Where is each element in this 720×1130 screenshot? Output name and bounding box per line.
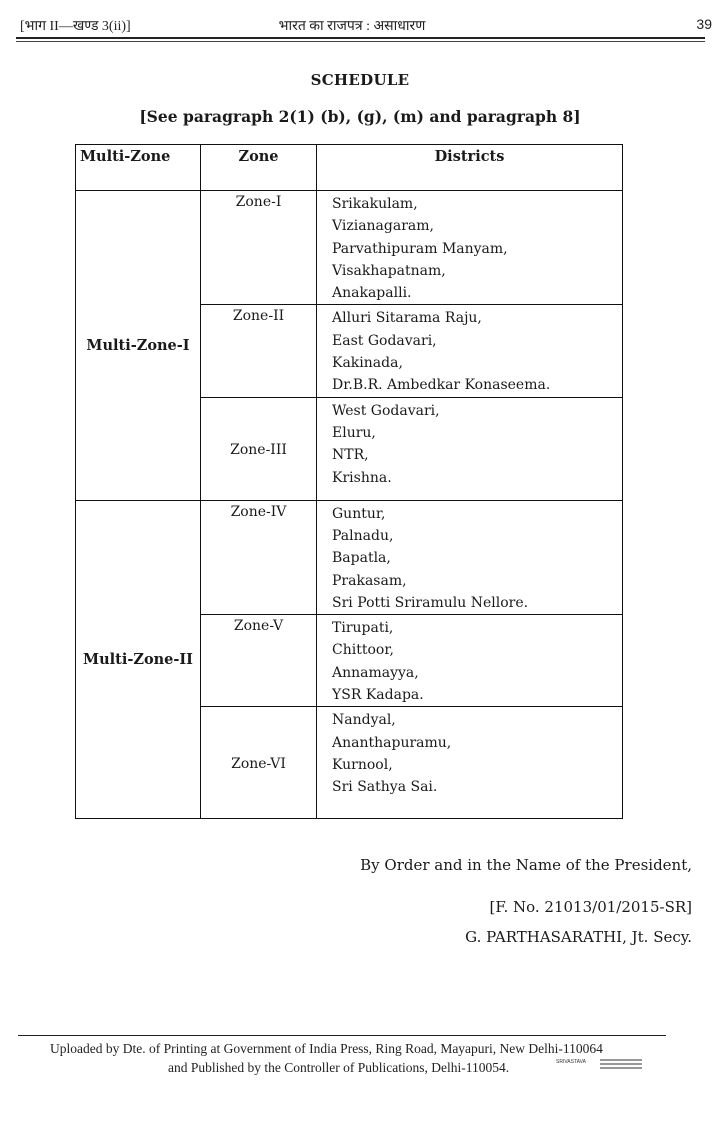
- header-multi-zone: Multi-Zone: [76, 145, 201, 191]
- district: Vizianagaram,: [332, 218, 434, 235]
- digital-signature-stamp: [556, 1059, 646, 1079]
- district: Anakapalli.: [332, 285, 412, 302]
- district: Sri Sathya Sai.: [332, 779, 438, 796]
- district: Chittoor,: [332, 642, 394, 659]
- digital-signature-details: [600, 1059, 642, 1071]
- district: Visakhapatnam,: [332, 262, 446, 279]
- header-rule-thick: [16, 37, 705, 39]
- file-number: [F. No. 21013/01/2015-SR]: [489, 898, 692, 916]
- zone-cell: Zone-IV: [201, 500, 317, 614]
- district: Guntur,: [332, 505, 386, 522]
- header-rule-thin: [16, 41, 705, 42]
- district: East Godavari,: [332, 332, 437, 349]
- table-row: [76, 191, 623, 305]
- district: Bapatla,: [332, 550, 391, 567]
- district: Ananthapuramu,: [332, 734, 452, 751]
- district: Kakinada,: [332, 355, 403, 372]
- digital-signature-name: SRIVASTAVA: [556, 1059, 586, 1065]
- districts-cell: [317, 305, 623, 397]
- table-header-row: [76, 145, 623, 191]
- districts-cell: [317, 615, 623, 707]
- district: Srikakulam,: [332, 196, 418, 212]
- district: NTR,: [332, 447, 369, 464]
- footer-line-2: and Published by the Controller of Publications, Delhi-110054.: [168, 1060, 510, 1075]
- district: Eluru,: [332, 424, 376, 441]
- schedule-table: [75, 144, 623, 819]
- district: YSR Kadapa.: [332, 687, 424, 704]
- gazette-part-label: [भाग II—खण्ड 3(ii)]: [20, 19, 131, 34]
- schedule-subtitle: [See paragraph 2(1) (b), (g), (m) and paragraph 8]: [139, 107, 581, 126]
- district: Palnadu,: [332, 527, 394, 544]
- zone-cell: Zone-VI: [201, 707, 317, 819]
- zone-cell: Zone-II: [201, 305, 317, 397]
- districts-cell: [317, 707, 623, 819]
- district: Nandyal,: [332, 712, 396, 729]
- zone-cell: Zone-I: [201, 191, 317, 305]
- districts-cell: [317, 397, 623, 500]
- district: Kurnool,: [332, 756, 393, 773]
- districts-cell: [317, 500, 623, 614]
- districts-cell: [317, 191, 623, 305]
- signatory: G. PARTHASARATHI, Jt. Secy.: [465, 928, 692, 946]
- multi-zone-cell: Multi-Zone-II: [76, 500, 201, 819]
- zone-cell: Zone-V: [201, 615, 317, 707]
- district: Prakasam,: [332, 572, 407, 589]
- schedule-title: SCHEDULE: [310, 71, 410, 89]
- district: Tirupati,: [332, 620, 394, 637]
- order-line: By Order and in the Name of the President,: [360, 856, 692, 874]
- district: West Godavari,: [332, 402, 440, 419]
- district: Krishna.: [332, 469, 392, 486]
- zone-cell: Zone-III: [201, 397, 317, 500]
- table-row: [76, 500, 623, 614]
- page-number: 39: [696, 16, 712, 32]
- footer-line-1: Uploaded by Dte. of Printing at Government of India Press, Ring Road, Mayapuri, New Delhi-110064: [50, 1041, 603, 1056]
- footer-rule: [18, 1035, 666, 1036]
- district: Parvathipuram Manyam,: [332, 240, 508, 257]
- header-districts: Districts: [317, 145, 623, 191]
- district: Dr.B.R. Ambedkar Konaseema.: [332, 377, 551, 394]
- district: Alluri Sitarama Raju,: [332, 310, 482, 327]
- header-zone: Zone: [201, 145, 317, 191]
- gazette-title: भारत का राजपत्र : असाधारण: [278, 19, 426, 34]
- district: Annamayya,: [332, 664, 419, 681]
- multi-zone-cell: Multi-Zone-I: [76, 191, 201, 501]
- district: Sri Potti Sriramulu Nellore.: [332, 594, 529, 611]
